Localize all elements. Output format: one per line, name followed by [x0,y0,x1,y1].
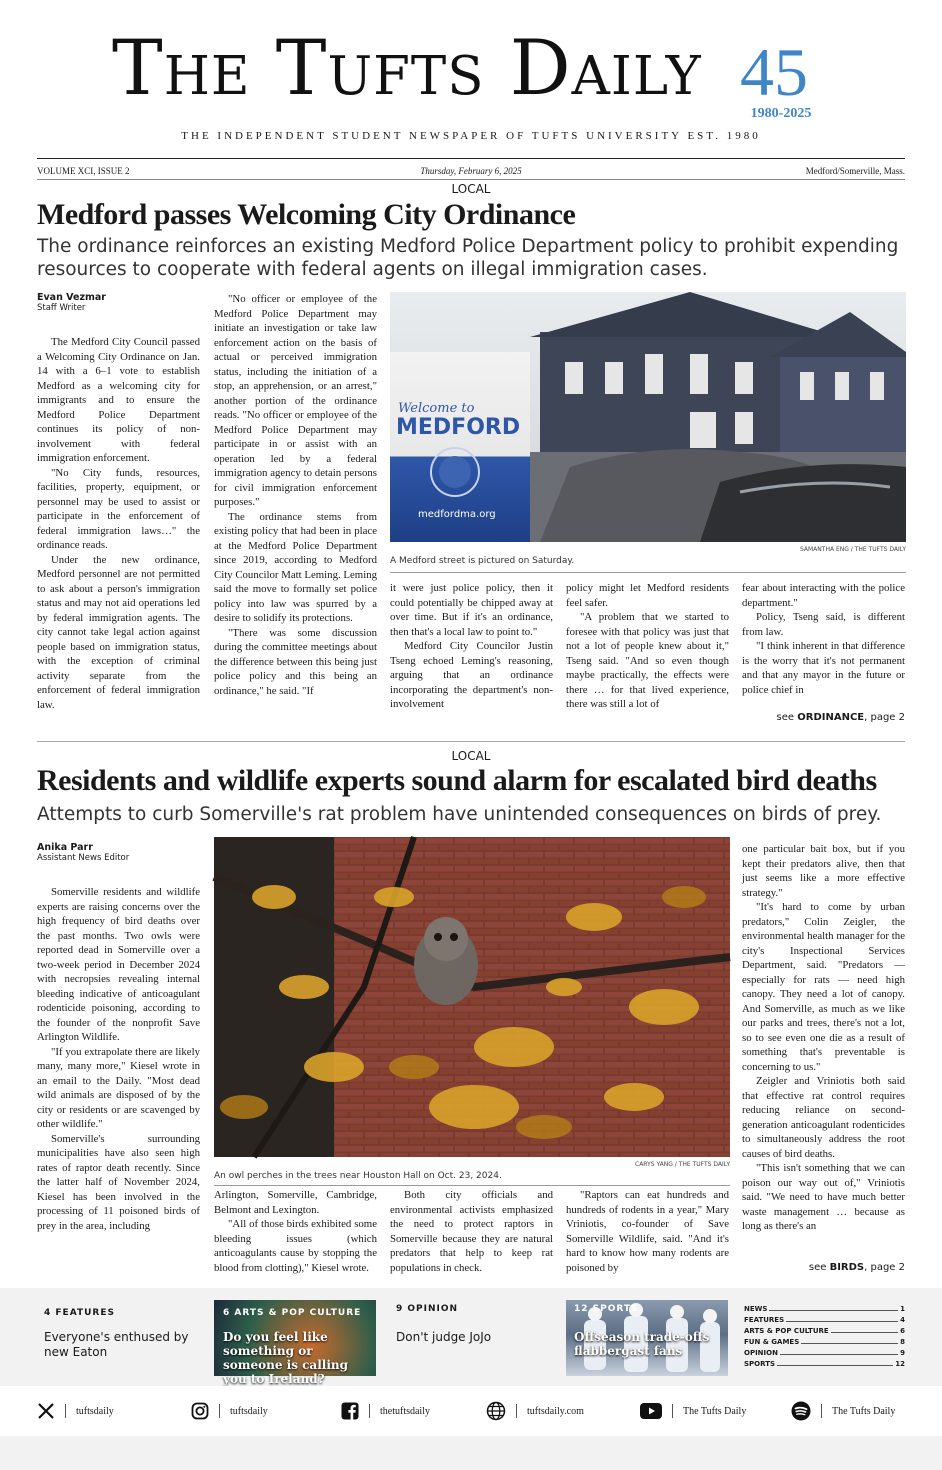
paragraph: Zeigler and Vriniotis both said that effective rat control requires reducing reliance on second-generation anticoagulant rodenticides to simultaneously address the root causes of bird deaths. [742,1075,905,1160]
continued-link[interactable] [742,1262,905,1273]
divider [37,158,905,159]
teaser-label: 6 ARTS & POP CULTURE [223,1308,362,1318]
photo-medford-street [390,292,906,542]
divider [37,741,905,742]
photo-illustration [214,837,730,1157]
index-row[interactable] [744,1313,905,1324]
spotify-icon [791,1401,811,1421]
index-row[interactable] [744,1357,905,1368]
index-page: 1 [900,1305,905,1313]
index-section: ARTS & POP CULTURE [744,1327,829,1335]
paragraph: The Medford City Council passed a Welcoming City Ordinance on Jan. 14 with a 6–1 vote to establish Medford as a welcoming city for immigrants and to ensure the Medford Police Department continues its policy of non-involvement with federal immigration enforcement. [37,336,200,464]
section-label: LOCAL [451,182,491,196]
article-column [37,885,200,1233]
headline[interactable]: Residents and wildlife experts sound alarm for escalated bird deaths [37,764,877,797]
instagram-icon [191,1402,209,1420]
teaser-arts[interactable] [214,1300,376,1386]
paragraph: "Raptors can eat hundreds and hundreds of rodents in a year," Mary Vriniotis, co-founder of Save Somerville Wildlife, said. "And it's hard to know how many rodents are poisoned by [566,1189,729,1274]
article-column [390,1188,553,1275]
issue-location: Medford/Somerville, Mass. [805,166,905,176]
teaser-label: 12 SPORTS [574,1304,639,1314]
continued-prefix: see [808,1262,830,1273]
paragraph: Medford City Councilor Justin Tseng echoed Leming's reasoning, arguing that an ordinance incorporating the department's non-involvement [390,640,553,710]
x-icon [37,1402,55,1420]
photo-credit: SAMANTHA ENG / THE TUFTS DAILY [799,546,906,553]
social-instagram[interactable] [191,1400,268,1422]
headline[interactable]: Medford passes Welcoming City Ordinance [37,198,576,231]
teaser-opinion[interactable] [396,1304,546,1345]
article-column [214,1188,377,1275]
volume-issue: VOLUME XCI, ISSUE 2 [37,166,130,176]
social-handle: The Tufts Daily [832,1405,896,1417]
paragraph: "No City funds, resources, facilities, property, equipment, or personnel may be used to assist or participate in the enforcement of federal immigration laws…" the ordinance reads. [37,466,200,551]
teaser-label: 4 FEATURES [44,1308,115,1318]
paragraph: Somerville residents and wildlife experts are raising concerns over the high frequency of bird deaths over the past months. Two owls were reported dead in Somerville over a two-week period in December 2024 with necropsies revealing internal bleeding indicative of anticoagulant rodenticide poisoning, according to the founder of the nonprofit Save Arlington Wildlife. [37,886,200,1043]
continued-page: , page 2 [864,1262,905,1273]
article-column [214,292,377,698]
index-row[interactable] [744,1335,905,1346]
social-x[interactable] [37,1400,114,1422]
index-section: OPINION [744,1349,778,1357]
youtube-icon [640,1403,662,1419]
globe-icon [486,1401,506,1421]
social-website[interactable] [486,1400,584,1422]
paragraph: Policy, Tseng said, is different from law. [742,611,905,638]
social-handle: tuftsdaily [76,1405,114,1417]
social-youtube[interactable] [640,1400,746,1422]
paragraph: Somerville's surrounding municipalities have also seen high rates of raptor death recently. Since the latter half of November 2024, Kiesel has been involved in the processing of 11 poisoned birds of prey in the area, including [37,1132,200,1232]
photo-caption: A Medford street is pictured on Saturday. [390,556,575,566]
paragraph: Under the new ordinance, Medford personnel are not permitted to ask about a person's immigration status and may not aid operations led by federal immigration agents. The city cannot take legal action against people based on immigration status, with the exception of criminal activity separate from the enforcement of federal immigration law. [37,553,200,711]
dek: The ordinance reinforces an existing Medford Police Department policy to prohibit expending resources to cooperate with federal agents on illegal immigration cases. [37,236,899,280]
photo-illustration [390,292,906,542]
section-label: LOCAL [451,749,491,763]
continued-keyword: BIRDS [829,1262,865,1273]
teaser-features[interactable] [44,1308,204,1360]
author-role: Staff Writer [37,303,86,313]
anniversary-badge [740,34,822,122]
paragraph: "If you extrapolate there are likely many, many more," Kiesel wrote in an email to the Daily. "Most dead wild animals are disposed of by the city or residents or are scavenged by other wildlife." [37,1045,200,1130]
paragraph: "It's hard to come by urban predators," Colin Zeigler, the environmental health manager for the city's Inspectional Services Department, said. "Predators — especially for rats — need high canopy. They need a lot of canopy. And Somerville, as much as we like our parks and trees, there's not a lot, so to see even one die as a result of something that's preventable is concerning to us." [742,901,905,1073]
anniversary-years: 1980-2025 [750,106,812,121]
paragraph: "I think inherent in that difference is the worry that it's not permanent and that any mayor in the future or police chief in [742,640,905,696]
paragraph: The ordinance stems from existing policy that had been in place at the Medford Police Department since 2019, according to Medford City Councilor Matt Leming. Leming said the move to formally set police policy into law was spurred by a desire to solidify its protections. [214,510,377,624]
author-name[interactable]: Anika Parr [37,842,93,853]
author-role: Assistant News Editor [37,853,130,863]
article-column [742,581,905,697]
index-page: 12 [895,1360,905,1368]
index-row[interactable] [744,1346,905,1357]
article-column [37,335,200,712]
issue-date: Thursday, February 6, 2025 [420,166,522,176]
footer-band [0,1436,942,1470]
paragraph: one particular bait box, but if you kept their predators alive, then that just seems like a more effective strategy." [742,843,905,899]
continued-prefix: see [776,712,798,723]
anniversary-number: 45 [740,34,808,110]
paragraph: policy might let Medford residents feel safer. [566,582,729,609]
teaser-text: Everyone's enthused by new Eaton [44,1330,189,1359]
article-column [566,1188,729,1275]
divider [214,1185,730,1186]
photo-caption: An owl perches in the trees near Houston Hall on Oct. 23, 2024. [214,1171,502,1181]
index-page: 6 [900,1327,905,1335]
sign-city-text: MEDFORD [396,415,521,440]
article-column [390,581,553,712]
paragraph: "A problem that we started to foresee with that policy was just that not a lot of people knew about it," Tseng said. "And so even though maybe practically, the effects were there … for that lived experience, there was still a lot of [566,611,729,710]
paragraph: Arlington, Somerville, Cambridge, Belmont and Lexington. [214,1189,377,1216]
index-section: NEWS [744,1305,768,1313]
paragraph: "No officer or employee of the Medford Police Department may initiate an investigation or take law enforcement action on the basis of actual or perceived immigration status, including the initiation of a stop, an apprehension, or an arrest," another portion of the ordinance reads. "No officer or employee of the Medford Police Department may participate in or assist with an operation led by a federal immigration agency to detain persons for civil immigration enforcement purposes." [214,293,377,508]
divider [390,572,906,573]
social-handle: The Tufts Daily [683,1405,747,1417]
social-handle: tuftsdaily.com [527,1405,584,1417]
social-handle: thetuftsdaily [380,1405,430,1417]
facebook-icon [341,1402,359,1420]
paragraph: Both city officials and environmental activists emphasized the need to protect raptors in Somerville because they are natural predators that help to keep rat populations in check. [390,1189,553,1274]
paragraph: fear about interacting with the police department." [742,582,905,609]
index-section: SPORTS [744,1360,776,1368]
index-row[interactable] [744,1302,905,1313]
continued-link[interactable] [742,712,905,723]
continued-page: , page 2 [864,712,905,723]
social-handle: tuftsdaily [230,1405,268,1417]
teaser-sports[interactable] [566,1300,728,1376]
social-spotify[interactable] [791,1400,895,1422]
divider [37,179,905,180]
sign-url-text: medfordma.org [418,509,496,520]
social-facebook[interactable] [341,1400,430,1422]
index-section: FEATURES [744,1316,785,1324]
sign-welcome-text: Welcome to [398,401,475,416]
photo-owl [214,837,730,1157]
article-column [742,842,905,1234]
index-row[interactable] [744,1324,905,1335]
paragraph: it were just police policy, then it could potentially be chipped away at over time. But if it's an ordinance, then that's a local law to point to." [390,582,553,638]
byline [37,842,202,863]
paragraph: "This isn't something that we can poison our way out of," Vriniotis said. "We need to have much better waste management … because as long as there's an [742,1162,905,1232]
byline [37,292,202,313]
teaser-label: 9 OPINION [396,1304,459,1314]
masthead-title: The Tufts Daily [112,23,702,112]
continued-keyword: ORDINANCE [797,712,865,723]
photo-credit: CARYS YANG / THE TUFTS DAILY [635,1161,730,1168]
index-page: 8 [900,1338,905,1346]
dek: Attempts to curb Somerville's rat problem have unintended consequences on birds of prey. [37,804,882,825]
paragraph: "All of those birds exhibited some bleeding issues (which anticoagulants cause by stopping the blood from clotting)," Kiesel wrote. [214,1218,377,1274]
author-name[interactable]: Evan Vezmar [37,292,106,303]
article-column [566,581,729,712]
index-page: 9 [900,1349,905,1357]
teaser-text: Offseason trade-offs flabbergast fans [574,1330,710,1358]
index-section: FUN & GAMES [744,1338,800,1346]
tagline: THE INDEPENDENT STUDENT NEWSPAPER OF TUFTS UNIVERSITY EST. 1980 [181,130,761,142]
section-index [744,1302,905,1368]
teaser-text: Do you feel like something or someone is calling you to Ireland? [223,1330,348,1386]
paragraph: "There was some discussion during the committee meetings about the difference between this being just police policy and this being an ordinance," he said. "If [214,626,377,697]
teaser-text: Don't judge JoJo [396,1330,492,1344]
index-page: 4 [900,1316,905,1324]
